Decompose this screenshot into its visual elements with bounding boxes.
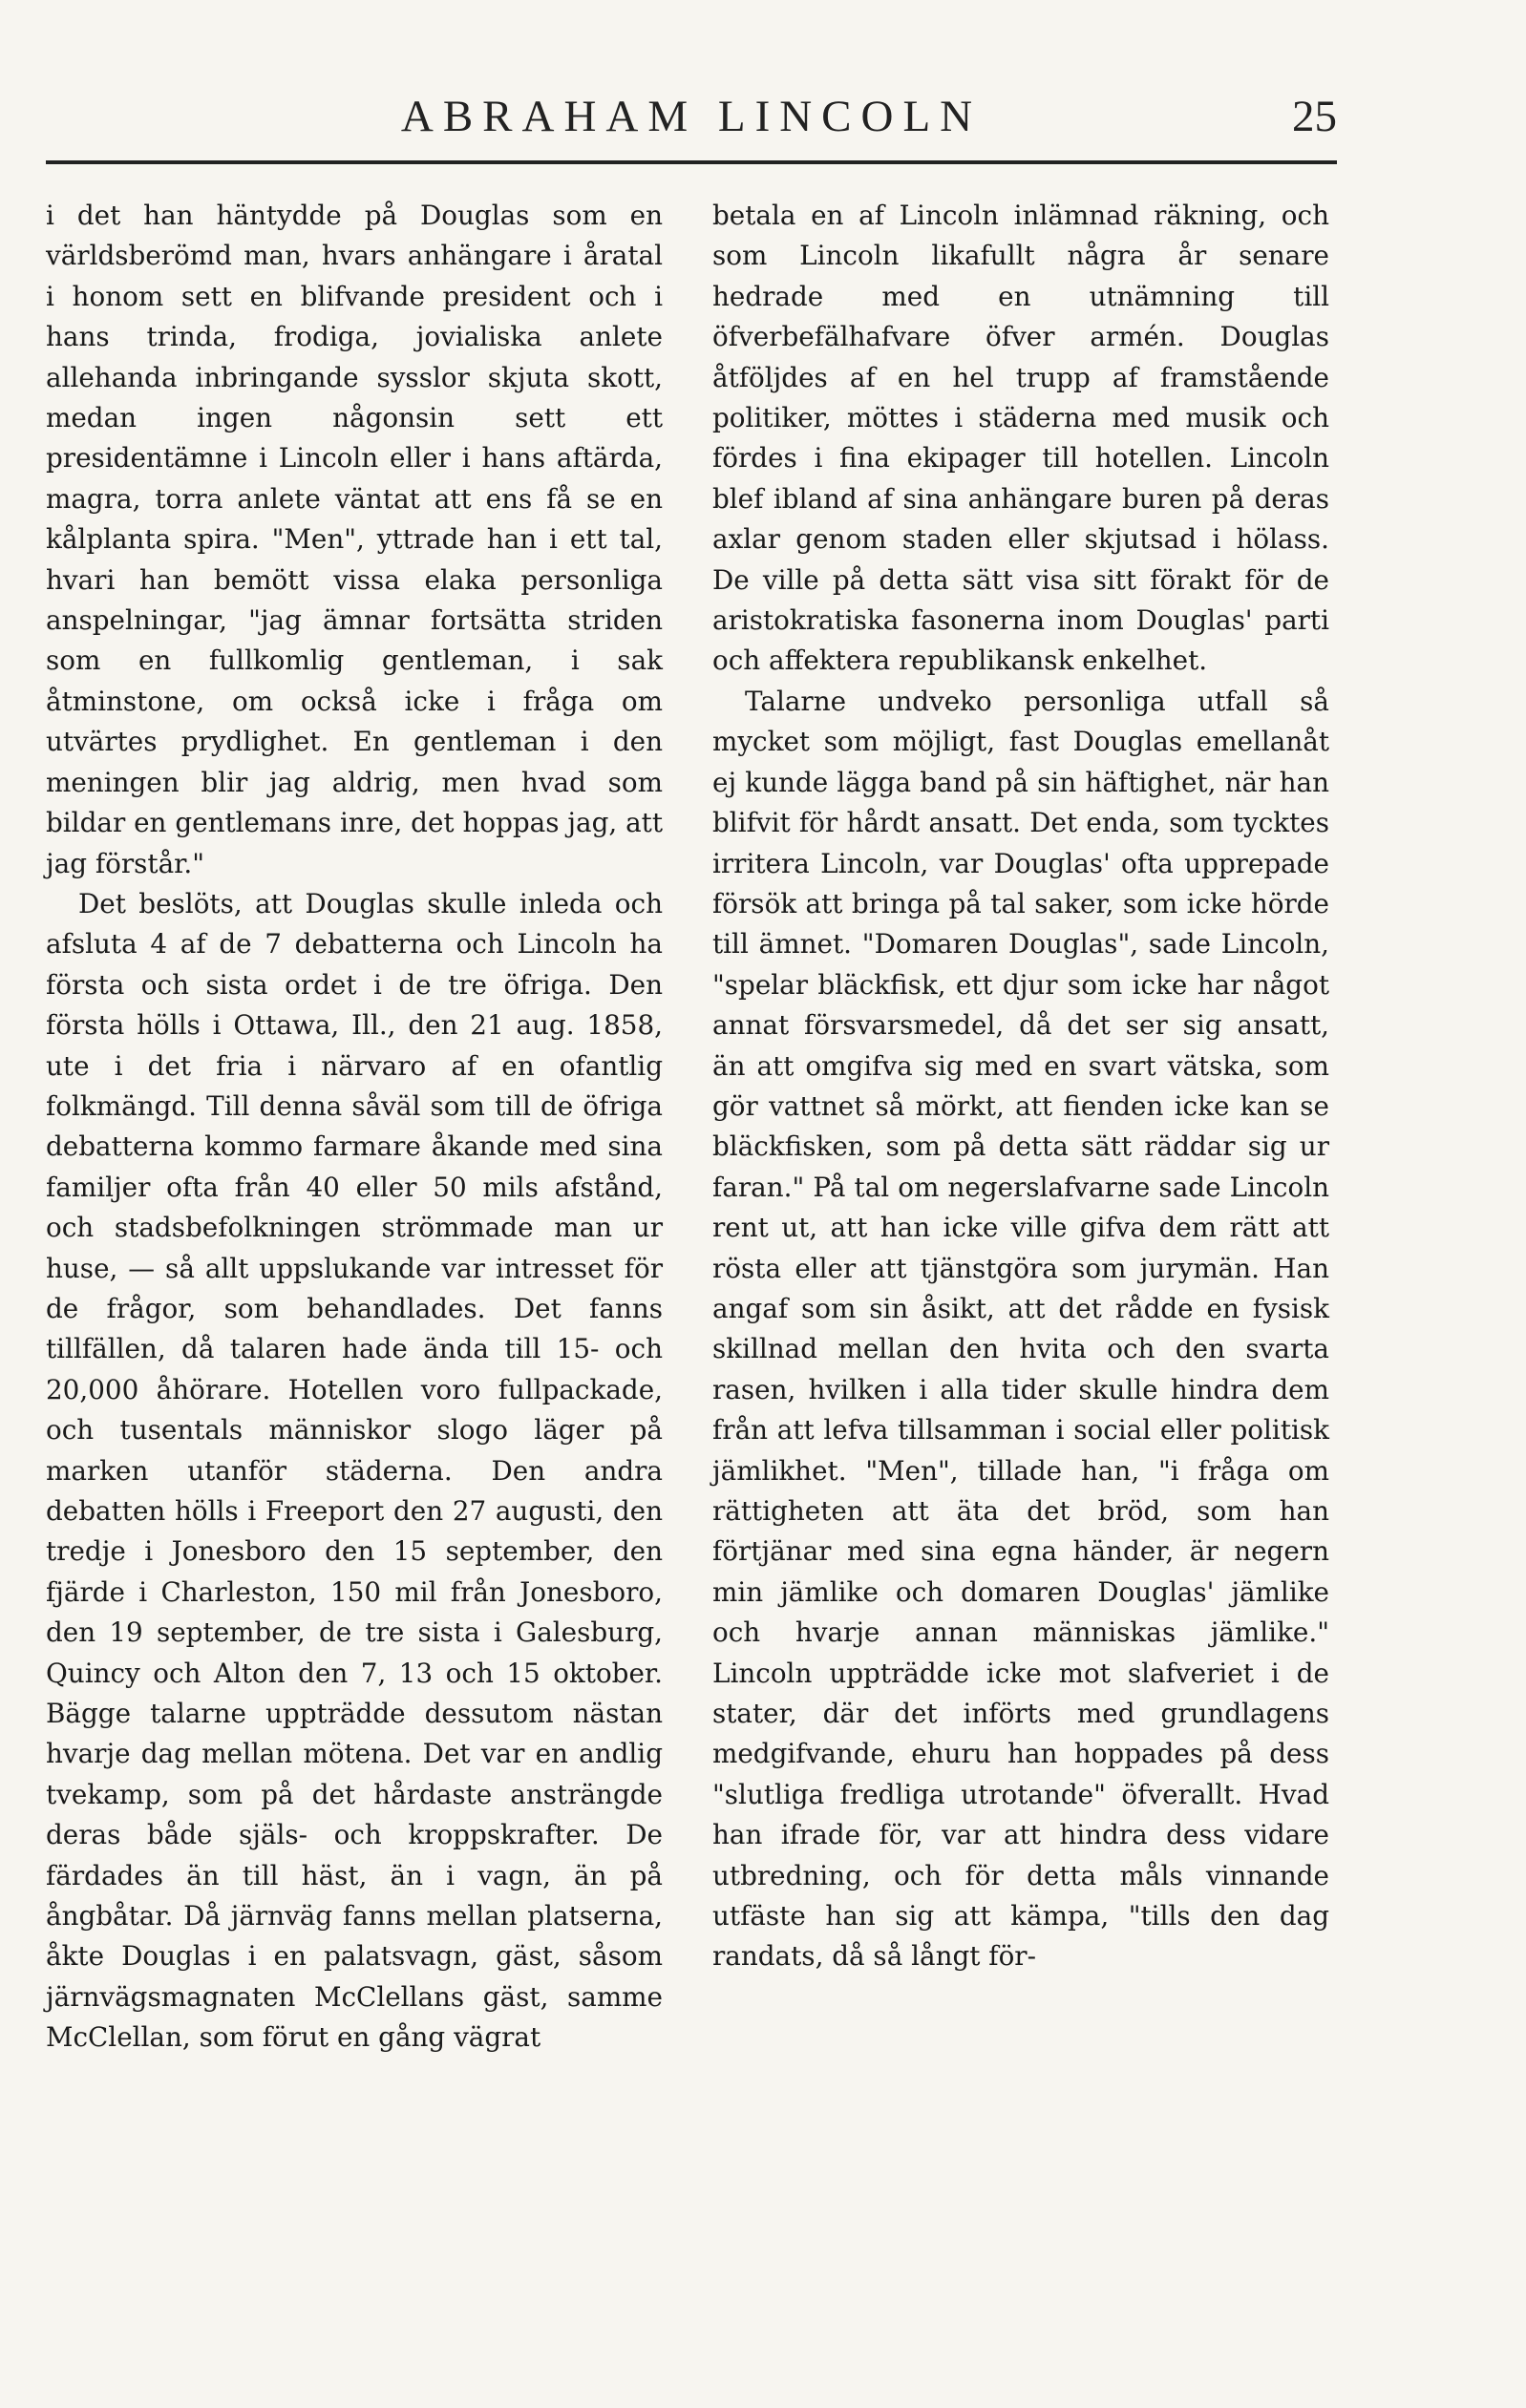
left-column [46,196,663,2059]
right-column [712,196,1329,1977]
paragraph: Talarne undveko personliga utfall så mycket som möjligt, fast Douglas emellanåt ej kunde lägga band på sin häftighet, när han blifvit för hårdt ansatt. Det enda, som tycktes irritera Lincoln, var Douglas' ofta upprepade försök att bringa på tal saker, som icke hörde till ämnet. "Domaren Douglas", sade Lincoln, "spelar bläckfisk, ett djur som icke har något annat försvarsmedel, då det ser sig ansatt, än att omgifva sig med en svart vätska, som gör vattnet så mörkt, att fienden icke kan se bläckfisken, som på detta sätt räddar sig ur faran." På tal om negerslafvarne sade Lincoln rent ut, att han icke ville gifva dem rätt att rösta eller att tjänstgöra som jurymän. Han angaf som sin åsikt, att det rådde en fysisk skillnad mellan den hvita och den svarta rasen, hvilken i alla tider skulle hindra dem från att lefva tillsamman i social eller politisk jämlikhet. "Men", tillade han, "i fråga om rättigheten att äta det bröd, som han förtjänar med sina egna händer, är negern min jämlike och domaren Douglas' jämlike och hvarje annan människas jämlike." Lincoln uppträdde icke mot slafveriet i de stater, där det införts med grundlagens medgifvande, ehuru han hoppades på dess "slutliga fredliga utrotande" öfverallt. Hvad han ifrade för, var att hindra dess vidare utbredning, och för detta måls vinnande utfäste han sig att kämpa, "tills den dag randats, då så långt för- [712,685,1329,1973]
paragraph: i det han häntydde på Douglas som en världsberömd man, hvars anhängare i åratal i honom sett en blifvande president och i hans trinda, frodiga, jovialiska anlete allehanda inbringande sysslor skjuta skott, medan ingen någonsin sett ett presidentämne i Lincoln eller i hans aftärda, magra, torra anlete väntat att ens få se en kålplanta spira. "Men", yttrade han i ett tal, hvari han bemött vissa elaka personliga anspelningar, "jag ämnar fortsätta striden som en fullkomlig gentleman, i sak åtminstone, om också icke i fråga om utvärtes prydlighet. En gentleman i den meningen blir jag aldrig, men hvad som bildar en gentlemans inre, det hoppas jag, att jag förstår." [46,200,663,879]
paragraph: Det beslöts, att Douglas skulle inleda och afsluta 4 af de 7 debatterna och Lincoln ha första och sista ordet i de tre öfriga. Den första hölls i Ottawa, Ill., den 21 aug. 1858, ute i det fria i närvaro af en ofantlig folkmängd. Till denna såväl som till de öfriga debatterna kommo farmare åkande med sina familjer ofta från 40 eller 50 mils afstånd, och stadsbefolkningen strömmade man ur huse, — så allt uppslukande var intresset för de frågor, som behandlades. Det fanns tillfällen, då talaren hade ända till 15- och 20,000 åhörare. Hotellen voro fullpackade, och tusentals människor slogo läger på marken utanför städerna. Den andra debatten hölls i Freeport den 27 augusti, den tredje i Jonesboro den 15 september, den fjärde i Charleston, 150 mil från Jonesboro, den 19 september, de tre sista i Galesburg, Quincy och Alton den 7, 13 och 15 oktober. Bägge talarne uppträdde dessutom nästan hvarje dag mellan mötena. Det var en andlig tvekamp, som på det hårdaste ansträngde deras både själs- och kroppskrafter. De färdades än till häst, än i vagn, än på ångbåtar. Då järnväg fanns mellan platserna, åkte Douglas i en palatsvagn, gäst, såsom järnvägsmagnaten McClellans gäst, samme McClellan, som förut en gång vägrat [46,887,663,2054]
page-number: 25 [1292,92,1337,141]
header-rule [46,160,1337,164]
running-title: ABRAHAM LINCOLN [400,92,983,141]
paragraph: betala en af Lincoln inlämnad räkning, och som Lincoln likafullt några år senare hedrade med en utnämning till öfverbefälhafvare öfver armén. Douglas åtföljdes af en hel trupp af framstående politiker, möttes i städerna med musik och fördes i fina ekipager till hotellen. Lincoln blef ibland af sina anhängare buren på deras axlar genom staden eller skjutsad i hölass. De ville på detta sätt visa sitt förakt för de aristokratiska fasonerna inom Douglas' parti och affektera republikansk enkelhet. [712,200,1329,677]
page-header [46,91,1337,148]
